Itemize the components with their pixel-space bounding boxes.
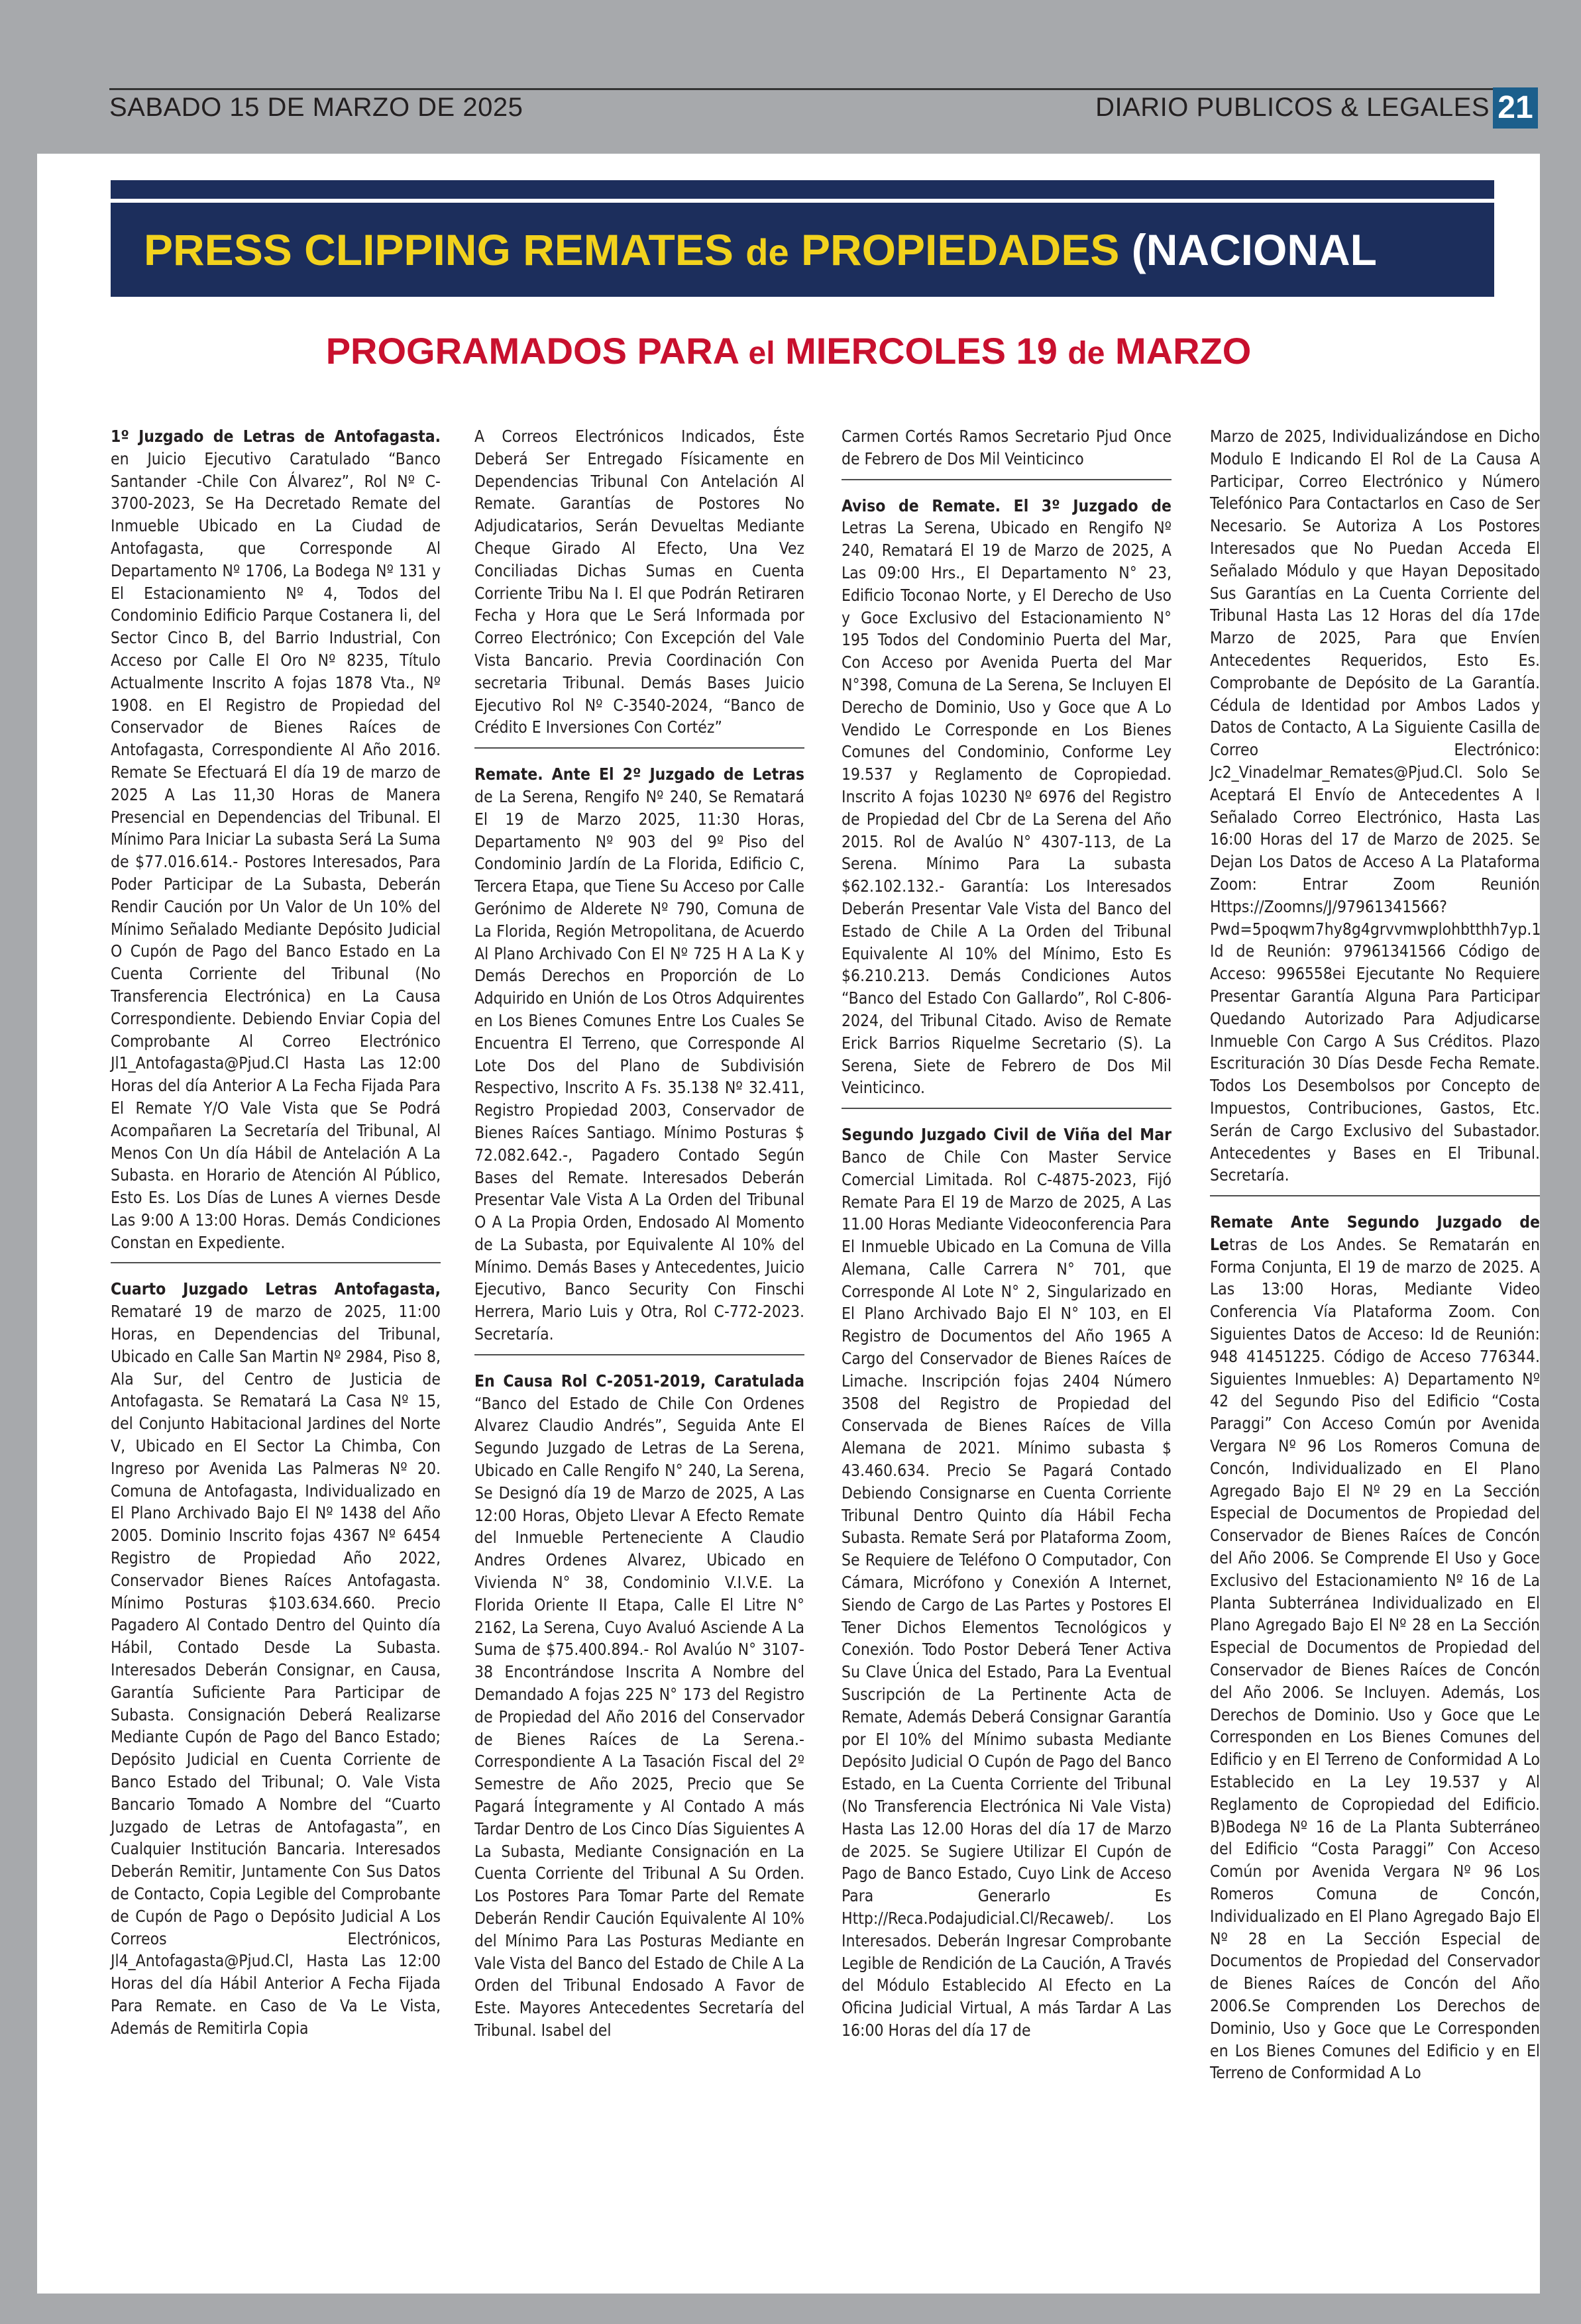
title-part-3: PROPIEDADES: [789, 225, 1132, 274]
title-part-4: (NACIONAL: [1131, 225, 1378, 274]
subtitle-part-1: PROGRAMADOS PARA: [325, 330, 749, 372]
notice-body: A Correos Electrónicos Indicados, Éste Deberá Ser Entregado Físicamente en Dependencias Tribunal Con Antelación Al Remate. Garantías de Postores No Adjudicatarios, Serán Devueltas Mediante Cheque Girado Al Efecto, Una Vez Conciliadas Dichas Sumas en Cuenta Corriente Tribu Na I. El que Podrán Retiraren Fecha y Hora que Le Será Informada por Correo Electrónico; Con Excepción del Vale Vista Bancario. Previa Coordinación Con secretaria Tribunal. Demás Bases Juicio Ejecutivo Rol Nº C-3540-2024, “Banco de Crédito E Inversiones Con Cortéz”: [474, 427, 804, 737]
section-title: [144, 225, 1377, 275]
notice-heading: En Causa Rol C-2051-2019, Caratulada: [474, 1371, 804, 1391]
column-4: [1210, 425, 1540, 2084]
title-part-2: de: [745, 231, 789, 273]
notice: [474, 763, 804, 1346]
notice-divider: [474, 747, 804, 749]
notice: [1210, 425, 1540, 1187]
notice-heading: 1º Juzgado de Letras de Antofagasta.: [111, 427, 441, 446]
notice: [474, 1370, 804, 2042]
column-2: [474, 425, 804, 2042]
notice: [842, 495, 1172, 1100]
notice-heading: Segundo Juzgado Civil de Viña del Mar: [842, 1125, 1172, 1145]
header-rule: [109, 88, 1502, 90]
notice-body: en Juicio Ejecutivo Caratulado “Banco Santander -Chile Con Álvarez”, Rol Nº C-3700-2023, Se Ha Decretado Remate del Inmueble Ubicado en La Ciudad de Antofagasta, que Corresponde Al Departamento Nº 1706, La Bodega Nº 131 y El Estacionamiento Nº 4, Todos del Condominio Edificio Parque Costanera Ii, del Sector Cinco B, del Barrio Industrial, Con Acceso por Calle El Oro Nº 8235, Título Actualmente Inscrito A fojas 1878 Vta., Nº 1908. en El Registro de Propiedad del Conservador de Bienes Raíces de Antofagasta, Correspondiente Al Año 2016. Remate Se Efectuará El día 19 de marzo de 2025 A Las 11,30 Horas de Manera Presencial en Dependencias del Tribunal. El Mínimo Para Iniciar La subasta Será La Suma de $77.016.614.- Postores Interesados, Para Poder Participar de La Subasta, Deberán Rendir Caución por Un Valor de Un 10% del Mínimo Señalado Mediante Depósito Judicial O Cupón de Pago del Banco Estado en La Cuenta Corriente del Tribunal (No Transferencia Electrónica) en La Causa Correspondiente. Debiendo Enviar Copia del Comprobante Al Correo Electrónico Jl1_Antofagasta@Pjud.Cl Hasta Las 12:00 Horas del día Anterior A La Fecha Fijada Para El Remate Y/O Vale Vista que Se Podrá Acompañaren La Secretaría del Tribunal, Al Menos Con Un día Hábil de Antelación A La Subasta. en Horario de Atención Al Público, Esto Es. Los Días de Lunes A viernes Desde Las 9:00 A 13:00 Horas. Demás Condiciones Constan en Expediente.: [111, 449, 441, 1252]
notice: [474, 425, 804, 739]
notice: [111, 1278, 441, 2039]
notice-heading: Remate Ante Segundo Juzgado de Le: [1210, 1212, 1540, 1254]
page-number: 21: [1493, 87, 1538, 129]
notice-heading: Remate. Ante El 2º Juzgado de Letras: [474, 765, 804, 784]
notice-body: Marzo de 2025, Individualizándose en Dicho Modulo E Indicando El Rol de La Causa A Participar, Correo Electrónico y Número Telefónico Para Contactarlos en Caso de Ser Necesario. Se Autoriza A Los Postores Interesados que No Puedan Acceda El Señalado Módulo y que Hayan Depositado Sus Garantías en La Cuenta Corriente del Tribunal Hasta Las 12 Horas del día 17de Marzo de 2025, Para que Envíen Antecedentes Requeridos, Esto Es. Comprobante de Depósito de La Garantía. Cédula de Identidad por Ambos Lados y Datos de Contacto, A La Siguiente Casilla de Correo Electrónico: Jc2_Vinadelmar_Remates@Pjud.Cl. Solo Se Aceptará El Envío de Antecedentes A I Señalado Correo Electrónico, Hasta Las 16:00 Horas del 17 de Marzo de 2025. Se Dejan Los Datos de Acceso A La Plataforma Zoom: Entrar Zoom Reunión Https://Zoomns/J/97961341566?Pwd=5poqwm7hy8g4grvvmwplohbtthh7yp.1 Id de Reunión: 97961341566 Código de Acceso: 996558ei Ejecutante No Requiere Presentar Garantía Alguna Para Participar Quedando Autorizado Para Adjudicarse Inmueble Con Cargo A Sus Créditos. Plazo Escrituración 30 Días Desde Fecha Remate. Todos Los Desembolsos por Concepto de Impuestos, Contribuciones, Gastos, Etc. Serán de Cargo Exclusivo del Subastador. Antecedentes y Bases en El Tribunal. Secretaría.: [1210, 427, 1541, 1185]
notice-heading: Cuarto Juzgado Letras Antofagasta,: [111, 1279, 441, 1299]
notice-body: de La Serena, Rengifo Nº 240, Se Rematará El 19 de Marzo 2025, 11:30 Horas, Departamento Nº 903 del 9º Piso del Condominio Jardín de La Florida, Edificio C, Tercera Etapa, que Tiene Su Acceso por Calle Gerónimo de Alderete Nº 790, Comuna de La Florida, Región Metropolitana, de Acuerdo Al Plano Archivado Con El Nº 725 H A La K y Demás Derechos en Proporción de Lo Adquirido en Unión de Los Otros Adquirentes en Los Bienes Comunes Entre Los Cuales Se Encuentra El Terreno, que Corresponde Al Lote Dos del Plano de Subdivisión Respectivo, Inscrito A Fs. 35.138 Nº 32.411, Registro Propiedad 2003, Conservador de Bienes Raíces Santiago. Mínimo Posturas $ 72.082.642.-, Pagadero Contado Según Bases del Remate. Interesados Deberán Presentar Vale Vista A La Orden del Tribunal O A La Propia Orden, Endosado Al Momento de La Subasta, por Equivalente Al 10% del Mínimo. Demás Bases y Antecedentes, Juicio Ejecutivo, Banco Security Con Finschi Herrera, Mario Luis y Otra, Rol C-772-2023. Secretaría.: [474, 786, 804, 1344]
subtitle-part-3: MIERCOLES 19: [775, 330, 1068, 372]
notice-divider: [474, 1354, 804, 1355]
notice-divider: [111, 1262, 441, 1263]
content-sheet: [37, 154, 1540, 2294]
subtitle-part-5: MARZO: [1105, 330, 1252, 372]
notice: [842, 1124, 1172, 2042]
notice: [842, 425, 1172, 470]
title-part-1: PRESS CLIPPING REMATES: [144, 225, 746, 274]
banner-top-stripe: [111, 180, 1494, 199]
notice-divider: [842, 479, 1172, 480]
notice-body: Banco de Chile Con Master Service Comercial Limitada. Rol C-4875-2023, Fijó Remate Para El 19 de Marzo de 2025, A Las 11.00 Horas Mediante Videoconferencia Para El Inmueble Ubicado en La Comuna de Villa Alemana, Calle Carrera N° 701, que Corresponde Al Lote N° 2, Singularizado en El Plano Archivado Bajo El N° 103, en El Registro de Documentos del Año 1965 A Cargo del Conservador de Bienes Raíces de Limache. Inscripción fojas 2404 Número 3508 del Registro de Propiedad del Conservada de Bienes Raíces de Villa Alemana de 2021. Mínimo subasta $ 43.460.634. Precio Se Pagará Contado Debiendo Consignarse en Cuenta Corriente Tribunal Dentro Quinto día Hábil Fecha Subasta. Remate Será por Plataforma Zoom, Se Requiere de Teléfono O Computador, Con Cámara, Micrófono y Conexión A Internet, Siendo de Cargo de Las Partes y Postores El Tener Dichos Elementos Tecnológicos y Conexión. Todo Postor Deberá Tener Activa Su Clave Única del Estado, Para La Eventual Suscripción de La Pertinente Acta de Remate, Además Deberá Consignar Garantía por El 10% del Mínimo subasta Mediante Depósito Judicial O Cupón de Pago del Banco Estado, en La Cuenta Corriente del Tribunal (No Transferencia Electrónica Ni Vale Vista) Hasta Las 12.00 Horas del día 17 de Marzo de 2025. Se Sugiere Utilizar El Cupón de Pago de Banco Estado, Cuyo Link de Acceso Para Generarlo Es Http://Reca.Podajudicial.Cl/Recaweb/. Los Interesados. Deberán Ingresar Comprobante Legible de Rendición de La Caución, A Través del Módulo Establecido Al Efecto en La Oficina Judicial Virtual, A más Tardar A Las 16:00 Horas del día 17 de: [842, 1147, 1172, 2040]
notice-heading: Aviso de Remate. El 3º Juzgado de: [842, 496, 1172, 515]
notice-body: Remataré 19 de marzo de 2025, 11:00 Horas, en Dependencias del Tribunal, Ubicado en Calle San Martin Nº 2984, Piso 8, Ala Sur, del Centro de Justicia de Antofagasta. Se Rematará La Casa Nº 15, del Conjunto Habitacional Jardines del Norte V, Ubicado en El Sector La Chimba, Con Ingreso por Avenida Las Palmeras Nº 20. Comuna de Antofagasta, Individualizado en El Plano Archivado Bajo El Nº 1438 del Año 2005. Dominio Inscrito fojas 4367 Nº 6454 Registro de Propiedad Año 2022, Conservador Bienes Raíces Antofagasta. Mínimo Posturas $103.634.660. Precio Pagadero Al Contado Dentro del Quinto día Hábil, Contado Desde La Subasta. Interesados Deberán Consignar, en Causa, Garantía Suficiente Para Participar de Subasta. Consignación Deberá Realizarse Mediante Cupón de Pago del Banco Estado; Depósito Judicial en Cuenta Corriente de Banco Estado del Tribunal; O. Vale Vista Bancario Tomado A Nombre del “Cuarto Juzgado de Letras de Antofagasta”, en Cualquier Institución Bancaria. Interesados Deberán Remitir, Juntamente Con Sus Datos de Contacto, Copia Legible del Comprobante de Cupón de Pago o Depósito Judicial A Los Correos Electrónicos, Jl4_Antofagasta@Pjud.Cl, Hasta Las 12:00 Horas del día Hábil Anterior A Fecha Fijada Para Remate. en Caso de Va Le Vista, Además de Remitirla Copia: [111, 1302, 441, 2038]
notice-body: Letras La Serena, Ubicado en Rengifo Nº 240, Rematará El 19 de Marzo de 2025, A Las 09:00 Hrs., El Departamento N° 23, Edificio Toconao Norte, y El Derecho de Uso y Goce Exclusivo del Estacionamiento N° 195 Todos del Condominio Puerta del Mar, Con Acceso por Avenida Puerta del Mar N°398, Comuna de La Serena, Se Incluyen El Derecho de Dominio, Uso y Goce que A Lo Vendido Le Corresponde en Los Bienes Comunes del Condominio, Conforme Ley 19.537 y Reglamento de Copropiedad. Inscrito A fojas 10230 Nº 6976 del Registro de Propiedad del Cbr de La Serena del Año 2015. Rol de Avalúo N° 4307-113, de La Serena. Mínimo Para La subasta $62.102.132.- Garantía: Los Interesados Deberán Presentar Vale Vista del Banco del Estado de Chile A La Orden del Tribunal Equivalente Al 10% del Mínimo, Esto Es $6.210.213. Demás Condiciones Autos “Banco del Estado Con Gallardo”, Rol C-806-2024, del Tribunal Citado. Aviso de Remate Erick Barrios Riquelme Secretario (S). La Serena, Siete de Febrero de Dos Mil Veinticinco.: [842, 518, 1172, 1098]
column-1: [111, 425, 441, 2040]
subtitle-part-2: el: [748, 336, 775, 371]
notice-body: “Banco del Estado de Chile Con Ordenes Alvarez Claudio Andrés”, Seguida Ante El Segundo Juzgado de Letras de La Serena, Ubicado en Calle Rengifo N° 240, La Serena, Se Designó día 19 de Marzo de 2025, A Las 12:00 Horas, Objeto Llevar A Efecto Remate del Inmueble Perteneciente A Claudio Andres Ordenes Alvarez, Ubicado en Vivienda N° 38, Condominio V.I.V.E. La Florida Oriente II Etapa, Calle El Litre N° 2162, La Serena, Cuyo Avaluó Asciende A La Suma de $75.400.894.- Rol Avalúo N° 3107-38 Encontrándose Inscrita A Nombre del Demandado A fojas 225 N° 173 del Registro de Propiedad del Año 2016 del Conservador de Bienes Raíces de La Serena.- Correspondiente A La Tasación Fiscal del 2º Semestre de Año 2025, Precio que Se Pagará Íntegramente y Al Contado A más Tardar Dentro de Los Cinco Días Siguientes A La Subasta, Mediante Consignación en La Cuenta Corriente del Tribunal A Su Orden. Los Postores Para Tomar Parte del Remate Deberán Rendir Caución Equivalente Al 10% del Mínimo Para Las Posturas Mediante en Vale Vista del Banco del Estado de Chile A La Orden del Tribunal Endosado A Favor de Este. Mayores Antecedentes Secretaría del Tribunal. Isabel del: [474, 1393, 804, 2040]
section-subtitle: [37, 329, 1540, 372]
notice-divider: [842, 1108, 1172, 1109]
section-banner: [111, 203, 1494, 297]
column-3: [842, 425, 1172, 2042]
notice-body: Carmen Cortés Ramos Secretario Pjud Once de Febrero de Dos Mil Veinticinco: [842, 427, 1172, 468]
notice-body: tras de Los Andes. Se Rematarán en Forma Conjunta, El 19 de marzo de 2025. A Las 13:00 Horas, Mediante Video Conferencia Vía Plataforma Zoom. Con Siguientes Datos de Acceso: Id de Reunión: 948 41451225. Código de Acceso 776344. Siguientes Inmuebles: A) Departamento Nº 42 del Segundo Piso del Edificio “Costa Paraggi” Con Acceso Común por Avenida Vergara Nº 96 Los Romeros Comuna de Concón, Individualizado en El Plano Agregado Bajo El Nº 29 en La Sección Especial de Documentos de Propiedad del Conservador de Bienes Raíces de Concón del Año 2006. Se Comprende El Uso y Goce Exclusivo del Estacionamiento Nº 16 de La Planta Subterránea Individualizado en El Plano Agregado Bajo El Nº 28 en La Sección Especial de Documentos de Propiedad del Conservador de Bienes Raíces de Concón del Año 2006. Se Incluyen. Además, Los Derechos de Dominio. Uso y Goce que Le Corresponden en Los Bienes Comunes del Edificio y en El Terreno de Conformidad A Lo Establecido en La Ley 19.537 y Al Reglamento de Copropiedad del Edificio. B)Bodega Nº 16 de La Planta Subterráneo del Edificio “Costa Paraggi” Con Acceso Común por Avenida Vergara Nº 96 Los Romeros Comuna de Concón, Individualizado en El Plano Agregado Bajo El Nº 28 en La Sección Especial de Documentos de Propiedad del Conservador de Bienes Raíces de Concón del Año 2006.Se Comprenden Los Derechos de Dominio, Uso y Goce que Le Corresponden en Los Bienes Comunes del Edificio y en El Terreno de Conformidad A Lo: [1210, 1234, 1540, 2083]
issue-date: SABADO 15 DE MARZO DE 2025: [109, 93, 523, 122]
subtitle-part-4: de: [1067, 336, 1105, 371]
notice-divider: [1210, 1195, 1540, 1196]
notice: [1210, 1211, 1540, 2084]
publication-name: DIARIO PUBLICOS & LEGALES: [1095, 93, 1490, 122]
notice: [111, 425, 441, 1253]
